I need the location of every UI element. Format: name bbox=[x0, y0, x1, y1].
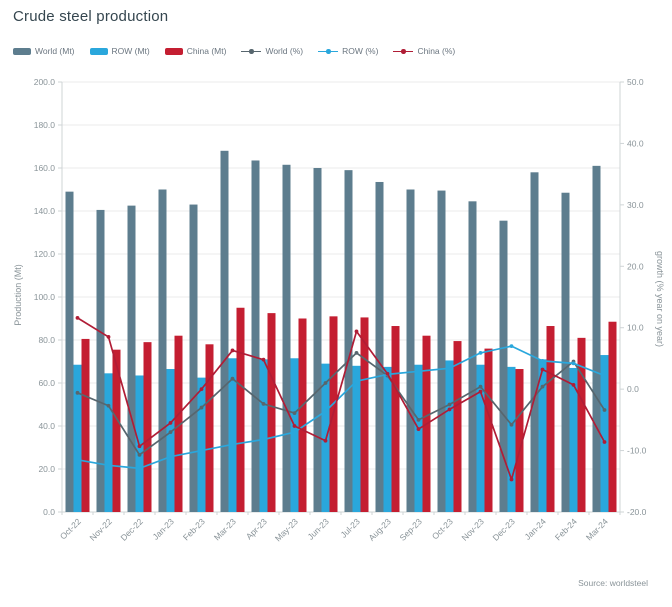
point-china-nov-22[interactable] bbox=[107, 335, 111, 339]
svg-text:Jan-24: Jan-24 bbox=[522, 516, 548, 542]
right-axis-title: growth (% year on year) bbox=[655, 250, 665, 348]
point-world-nov-23[interactable] bbox=[479, 385, 483, 389]
bar-world-mt-aug-23[interactable] bbox=[376, 182, 384, 512]
point-world-mar-23[interactable] bbox=[231, 377, 235, 381]
bar-world-mt-apr-23[interactable] bbox=[252, 160, 260, 512]
svg-text:140.0: 140.0 bbox=[33, 206, 55, 216]
bar-row-mt-jul-23[interactable] bbox=[353, 366, 361, 512]
chart-title: Crude steel production bbox=[13, 8, 169, 25]
svg-text:40.0: 40.0 bbox=[38, 421, 55, 431]
bar-row-mt-jan-23[interactable] bbox=[167, 369, 175, 512]
svg-text:-10.0: -10.0 bbox=[627, 445, 647, 456]
svg-text:Dec-23: Dec-23 bbox=[490, 516, 517, 543]
point-row-nov-22[interactable] bbox=[107, 463, 111, 467]
bar-china-mt-apr-23[interactable] bbox=[268, 313, 276, 512]
bar-world-mt-sep-23[interactable] bbox=[407, 190, 415, 513]
point-world-oct-22[interactable] bbox=[76, 391, 80, 395]
bar-series-row-mt bbox=[74, 355, 609, 512]
svg-text:40.0: 40.0 bbox=[627, 138, 644, 149]
point-china-jan-24[interactable] bbox=[541, 368, 545, 372]
svg-text:Mar-23: Mar-23 bbox=[211, 516, 238, 543]
point-china-nov-23[interactable] bbox=[479, 390, 483, 394]
point-row-oct-23[interactable] bbox=[448, 366, 452, 370]
svg-text:Oct-22: Oct-22 bbox=[57, 516, 83, 542]
bar-china-mt-mar-23[interactable] bbox=[237, 308, 245, 512]
bar-world-mt-mar-23[interactable] bbox=[221, 151, 229, 512]
svg-text:180.0: 180.0 bbox=[33, 120, 55, 130]
bar-china-mt-aug-23[interactable] bbox=[392, 326, 400, 512]
svg-text:30.0: 30.0 bbox=[627, 199, 644, 210]
svg-text:20.0: 20.0 bbox=[627, 261, 644, 272]
svg-text:120.0: 120.0 bbox=[33, 249, 55, 259]
point-china-oct-23[interactable] bbox=[448, 408, 452, 412]
point-china-jul-23[interactable] bbox=[355, 330, 359, 334]
x-axis-labels bbox=[58, 516, 610, 543]
point-world-jul-23[interactable] bbox=[355, 351, 359, 355]
bar-china-mt-oct-23[interactable] bbox=[454, 341, 462, 512]
point-row-dec-22[interactable] bbox=[138, 466, 142, 470]
svg-text:Apr-23: Apr-23 bbox=[243, 516, 269, 542]
point-china-mar-23[interactable] bbox=[231, 349, 235, 353]
bar-china-mt-nov-23[interactable] bbox=[485, 349, 493, 512]
point-china-dec-22[interactable] bbox=[138, 444, 142, 448]
bar-world-mt-feb-24[interactable] bbox=[562, 193, 570, 512]
svg-text:Jun-23: Jun-23 bbox=[305, 516, 331, 542]
point-row-jan-24[interactable] bbox=[541, 359, 545, 363]
bar-world-mt-dec-23[interactable] bbox=[500, 221, 508, 512]
svg-text:-20.0: -20.0 bbox=[627, 507, 647, 517]
point-row-jan-23[interactable] bbox=[169, 455, 173, 459]
bar-row-mt-sep-23[interactable] bbox=[415, 365, 423, 512]
bar-world-mt-may-23[interactable] bbox=[283, 165, 291, 512]
point-china-sep-23[interactable] bbox=[417, 427, 421, 431]
svg-text:10.0: 10.0 bbox=[627, 322, 644, 333]
svg-text:Oct-23: Oct-23 bbox=[429, 516, 455, 542]
bar-china-mt-mar-24[interactable] bbox=[609, 322, 617, 512]
point-china-may-23[interactable] bbox=[293, 424, 297, 428]
bar-china-mt-may-23[interactable] bbox=[299, 319, 307, 513]
source-note: Source: worldsteel bbox=[578, 578, 648, 588]
point-china-feb-23[interactable] bbox=[200, 387, 204, 391]
bar-row-mt-feb-23[interactable] bbox=[198, 378, 206, 512]
svg-text:Dec-22: Dec-22 bbox=[118, 516, 145, 543]
legend-label: World (%) bbox=[265, 46, 304, 56]
svg-text:Feb-24: Feb-24 bbox=[552, 516, 579, 543]
bar-china-mt-feb-23[interactable] bbox=[206, 344, 214, 512]
svg-text:60.0: 60.0 bbox=[38, 378, 55, 388]
svg-text:May-23: May-23 bbox=[272, 516, 300, 544]
svg-text:Nov-23: Nov-23 bbox=[459, 516, 486, 543]
point-china-jan-23[interactable] bbox=[169, 421, 173, 425]
legend-label: World (Mt) bbox=[35, 46, 75, 56]
bar-row-mt-dec-23[interactable] bbox=[508, 367, 516, 512]
point-world-may-23[interactable] bbox=[293, 411, 297, 415]
bar-world-mt-mar-24[interactable] bbox=[593, 166, 601, 512]
point-row-mar-24[interactable] bbox=[603, 374, 607, 378]
bar-world-mt-jul-23[interactable] bbox=[345, 170, 353, 512]
point-row-feb-24[interactable] bbox=[572, 361, 576, 365]
point-world-jan-24[interactable] bbox=[541, 385, 545, 389]
svg-text:100.0: 100.0 bbox=[33, 292, 55, 302]
bar-row-mt-may-23[interactable] bbox=[291, 358, 299, 512]
point-row-jun-23[interactable] bbox=[324, 409, 328, 413]
bar-row-mt-nov-22[interactable] bbox=[105, 373, 113, 512]
svg-text:20.0: 20.0 bbox=[38, 464, 55, 474]
point-row-oct-22[interactable] bbox=[76, 458, 80, 462]
bar-world-mt-oct-22[interactable] bbox=[66, 192, 74, 512]
point-world-nov-22[interactable] bbox=[107, 404, 111, 408]
point-world-jan-23[interactable] bbox=[169, 430, 173, 434]
legend-label: China (Mt) bbox=[186, 46, 227, 56]
point-row-sep-23[interactable] bbox=[417, 369, 421, 373]
point-row-apr-23[interactable] bbox=[262, 438, 266, 442]
svg-text:Mar-24: Mar-24 bbox=[583, 516, 610, 543]
point-china-oct-22[interactable] bbox=[76, 316, 80, 320]
legend-label: China (%) bbox=[417, 46, 456, 56]
point-row-mar-23[interactable] bbox=[231, 443, 235, 447]
svg-text:160.0: 160.0 bbox=[33, 163, 55, 173]
left-axis-title: Production (Mt) bbox=[13, 264, 23, 326]
bar-world-mt-nov-22[interactable] bbox=[97, 210, 105, 512]
point-row-dec-23[interactable] bbox=[510, 344, 514, 348]
bar-china-mt-dec-22[interactable] bbox=[144, 342, 152, 512]
bar-world-mt-jan-24[interactable] bbox=[531, 172, 539, 512]
bar-world-mt-dec-22[interactable] bbox=[128, 206, 136, 512]
point-china-dec-23[interactable] bbox=[510, 478, 514, 482]
point-world-dec-22[interactable] bbox=[138, 453, 142, 457]
bar-row-mt-oct-22[interactable] bbox=[74, 365, 82, 512]
svg-text:0.0: 0.0 bbox=[627, 384, 639, 395]
svg-text:Jul-23: Jul-23 bbox=[338, 516, 362, 540]
legend-label: ROW (Mt) bbox=[111, 46, 150, 56]
svg-text:80.0: 80.0 bbox=[38, 335, 55, 345]
point-china-feb-24[interactable] bbox=[572, 383, 576, 387]
point-china-mar-24[interactable] bbox=[603, 440, 607, 444]
bar-china-mt-oct-22[interactable] bbox=[82, 339, 90, 512]
svg-text:0.0: 0.0 bbox=[43, 507, 55, 517]
bar-china-mt-feb-24[interactable] bbox=[578, 338, 586, 512]
point-world-feb-23[interactable] bbox=[200, 406, 204, 410]
bar-world-mt-jan-23[interactable] bbox=[159, 190, 167, 513]
point-world-jun-23[interactable] bbox=[324, 381, 328, 385]
point-world-oct-23[interactable] bbox=[448, 403, 452, 407]
bar-row-mt-mar-24[interactable] bbox=[601, 355, 609, 512]
bar-row-mt-oct-23[interactable] bbox=[446, 360, 454, 512]
point-china-jun-23[interactable] bbox=[324, 439, 328, 443]
svg-text:Nov-22: Nov-22 bbox=[87, 516, 114, 543]
bar-row-mt-aug-23[interactable] bbox=[384, 367, 392, 512]
point-row-may-23[interactable] bbox=[293, 430, 297, 434]
point-row-jul-23[interactable] bbox=[355, 379, 359, 383]
point-row-feb-23[interactable] bbox=[200, 449, 204, 453]
svg-text:Aug-23: Aug-23 bbox=[366, 516, 393, 543]
bar-world-mt-jun-23[interactable] bbox=[314, 168, 322, 512]
bar-world-mt-oct-23[interactable] bbox=[438, 191, 446, 512]
legend-label: ROW (%) bbox=[342, 46, 379, 56]
svg-text:Sep-23: Sep-23 bbox=[397, 516, 424, 543]
line-series-world bbox=[76, 351, 607, 457]
svg-text:Jan-23: Jan-23 bbox=[150, 516, 176, 542]
point-world-mar-24[interactable] bbox=[603, 408, 607, 412]
svg-text:Feb-23: Feb-23 bbox=[180, 516, 207, 543]
point-world-apr-23[interactable] bbox=[262, 402, 266, 406]
bar-row-mt-apr-23[interactable] bbox=[260, 359, 268, 512]
point-world-dec-23[interactable] bbox=[510, 423, 514, 427]
svg-text:50.0: 50.0 bbox=[627, 77, 644, 87]
bar-china-mt-jan-24[interactable] bbox=[547, 326, 555, 512]
svg-text:200.0: 200.0 bbox=[33, 77, 55, 87]
point-china-apr-23[interactable] bbox=[262, 358, 266, 362]
point-world-sep-23[interactable] bbox=[417, 418, 421, 422]
line-series-china bbox=[76, 316, 607, 481]
bar-world-mt-feb-23[interactable] bbox=[190, 205, 198, 512]
point-china-aug-23[interactable] bbox=[386, 372, 390, 376]
point-row-nov-23[interactable] bbox=[479, 351, 483, 355]
